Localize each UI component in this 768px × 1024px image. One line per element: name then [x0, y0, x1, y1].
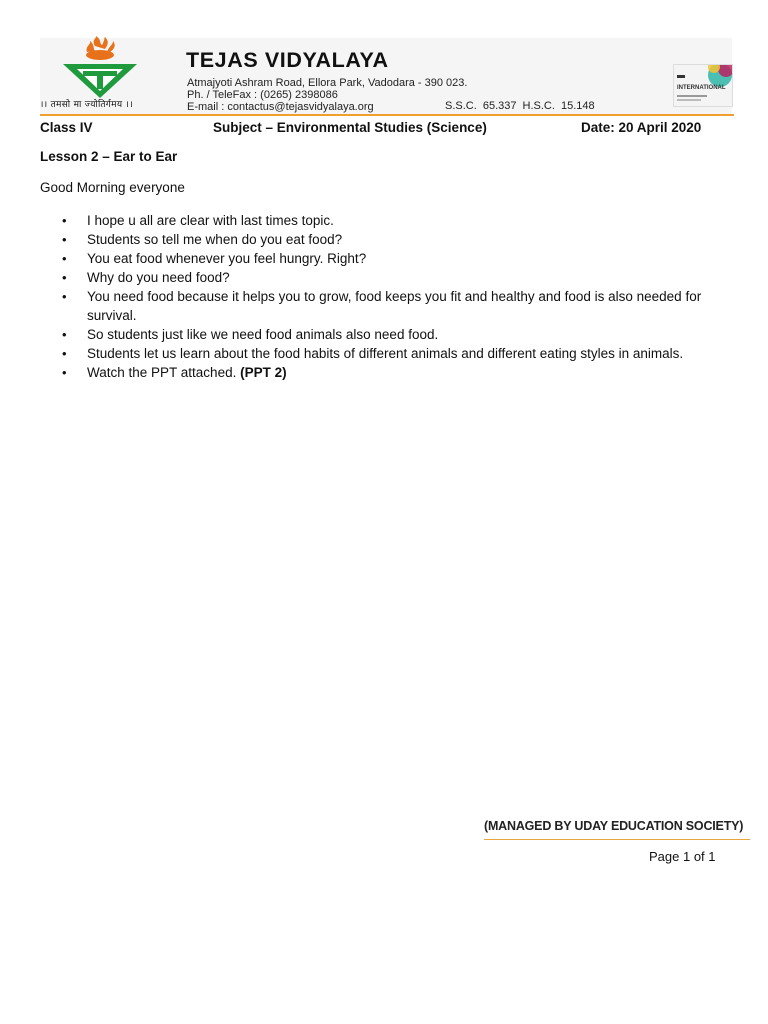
- list-item-text: You need food because it helps you to grow, food keeps you fit and healthy and food is also needed for survival.: [87, 289, 702, 323]
- list-item-text: Watch the PPT attached.: [87, 365, 241, 380]
- list-item-text: You eat food whenever you feel hungry. Right?: [87, 251, 367, 266]
- bullet-dot: •: [62, 270, 67, 285]
- bullet-dot: •: [62, 365, 67, 380]
- lesson-title: Lesson 2 – Ear to Ear: [40, 149, 178, 164]
- ppt-reference: (PPT 2): [240, 365, 287, 380]
- header-divider: [40, 114, 734, 116]
- list-item: [62, 211, 712, 230]
- bullet-dot: •: [62, 232, 67, 247]
- school-motto: ।। तमसो मा ज्योतिर्गमय ।।: [40, 100, 133, 110]
- bullet-list: [62, 211, 712, 382]
- school-address: Atmajyoti Ashram Road, Ellora Park, Vadodara - 390 023.: [187, 77, 468, 89]
- list-item: [62, 268, 712, 287]
- greeting-text: Good Morning everyone: [40, 180, 185, 195]
- list-item: [62, 344, 712, 363]
- school-name: TEJAS VIDYALAYA: [186, 48, 389, 72]
- page-number: Page 1 of 1: [649, 849, 716, 864]
- list-item: [62, 363, 712, 382]
- managed-by-footer: (MANAGED BY UDAY EDUCATION SOCIETY): [484, 819, 744, 833]
- list-item: [62, 325, 712, 344]
- list-item: [62, 287, 712, 325]
- school-email: E-mail : contactus@tejasvidyalaya.org: [187, 101, 374, 113]
- list-item-text: Students so tell me when do you eat food?: [87, 232, 343, 247]
- list-item: [62, 249, 712, 268]
- class-label: Class IV: [40, 120, 93, 135]
- list-item-text: I hope u all are clear with last times topic.: [87, 213, 334, 228]
- school-emblem-icon: [55, 36, 147, 102]
- bullet-dot: •: [62, 213, 67, 228]
- list-item-text: So students just like we need food animals also need food.: [87, 327, 439, 342]
- school-phone: Ph. / TeleFax : (0265) 2398086: [187, 89, 338, 101]
- board-results: S.S.C. 65.337 H.S.C. 15.148: [445, 100, 595, 112]
- list-item: [62, 230, 712, 249]
- list-item-text: Students let us learn about the food habits of different animals and different eating styles in animals.: [87, 346, 684, 361]
- bullet-dot: •: [62, 346, 67, 361]
- subject-label: Subject – Environmental Studies (Science): [213, 120, 487, 135]
- footer-divider: [484, 839, 750, 840]
- badge-text: INTERNATIONAL: [677, 85, 726, 91]
- list-item-text: Why do you need food?: [87, 270, 230, 285]
- bullet-dot: •: [62, 289, 67, 304]
- bullet-dot: •: [62, 327, 67, 342]
- bullet-dot: •: [62, 251, 67, 266]
- international-school-award-badge-icon: [673, 64, 733, 107]
- date-label: Date: 20 April 2020: [581, 120, 702, 135]
